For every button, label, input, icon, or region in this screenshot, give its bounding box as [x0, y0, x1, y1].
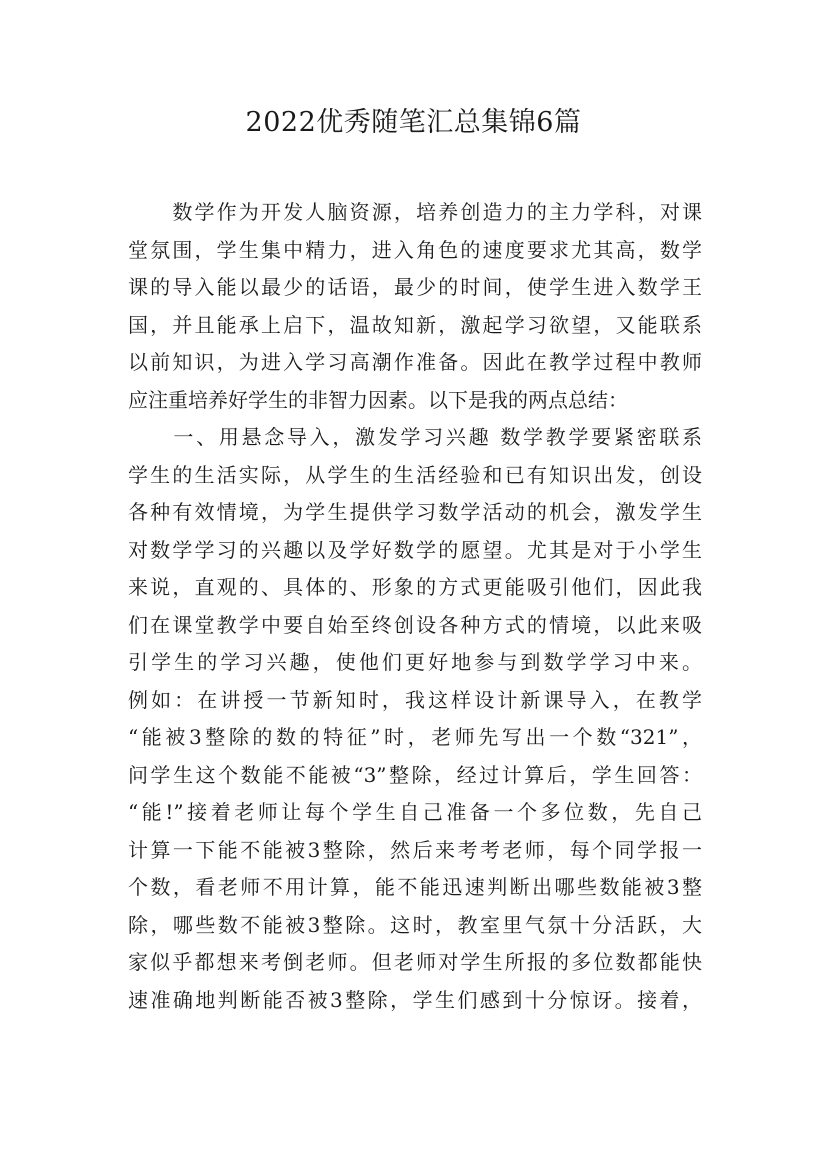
text-line: 个数，看老师不用计算，能不能迅速判断出哪些数能被3整: [128, 875, 702, 899]
text-line: 对数学学习的兴趣以及学好数学的愿望。尤其是对于小学生: [128, 537, 702, 562]
text-line: 来说，直观的、具体的、形象的方式更能吸引他们，因此我: [128, 575, 702, 599]
text-line: 数学作为开发人脑资源，培养创造力的主力学科，对课: [128, 200, 702, 224]
text-line: 计算一下能不能被3整除，然后来考考老师，每个同学报一: [128, 837, 702, 862]
text-line: 以前知识，为进入学习高潮作准备。因此在教学过程中教师: [128, 350, 702, 374]
text-line: 堂氛围，学生集中精力，进入角色的速度要求尤其高，数学: [128, 237, 702, 262]
text-line: 应注重培养好学生的非智力因素。以下是我的两点总结：: [128, 387, 628, 412]
text-line: 一、用悬念导入，激发学习兴趣 数学教学要紧密联系: [128, 425, 702, 449]
text-line: 家似乎都想来考倒老师。但老师对学生所报的多位数都能快: [128, 950, 702, 974]
text-line: 除，哪些数不能被3整除。这时，教室里气氛十分活跃，大: [128, 912, 702, 937]
text-line: 引学生的学习兴趣，使他们更好地参与到数学学习中来。: [128, 650, 702, 674]
text-line: “能被3整除的数的特征”时，老师先写出一个数“321”，: [128, 725, 702, 749]
text-line: 问学生这个数能不能被“3”整除，经过计算后，学生回答：: [128, 762, 702, 787]
document-body: [128, 194, 702, 1019]
text-line: “能!”接着老师让每个学生自己准备一个多位数，先自己: [128, 800, 702, 824]
text-line: 各种有效情境，为学生提供学习数学活动的机会，激发学生: [128, 500, 702, 524]
text-line: 学生的生活实际，从学生的生活经验和已有知识出发，创设: [128, 462, 702, 487]
text-line: 速准确地判断能否被3整除，学生们感到十分惊讶。接着，: [128, 987, 702, 1012]
document-title: 2022优秀随笔汇总集锦6篇: [245, 107, 582, 138]
text-line: 们在课堂教学中要自始至终创设各种方式的情境，以此来吸: [128, 612, 702, 637]
text-line: 国，并且能承上启下，温故知新，激起学习欲望，又能联系: [128, 312, 702, 337]
text-line: 课的导入能以最少的话语，最少的时间，使学生进入数学王: [128, 275, 702, 299]
text-line: 例如：在讲授一节新知时，我这样设计新课导入，在教学: [128, 687, 702, 712]
